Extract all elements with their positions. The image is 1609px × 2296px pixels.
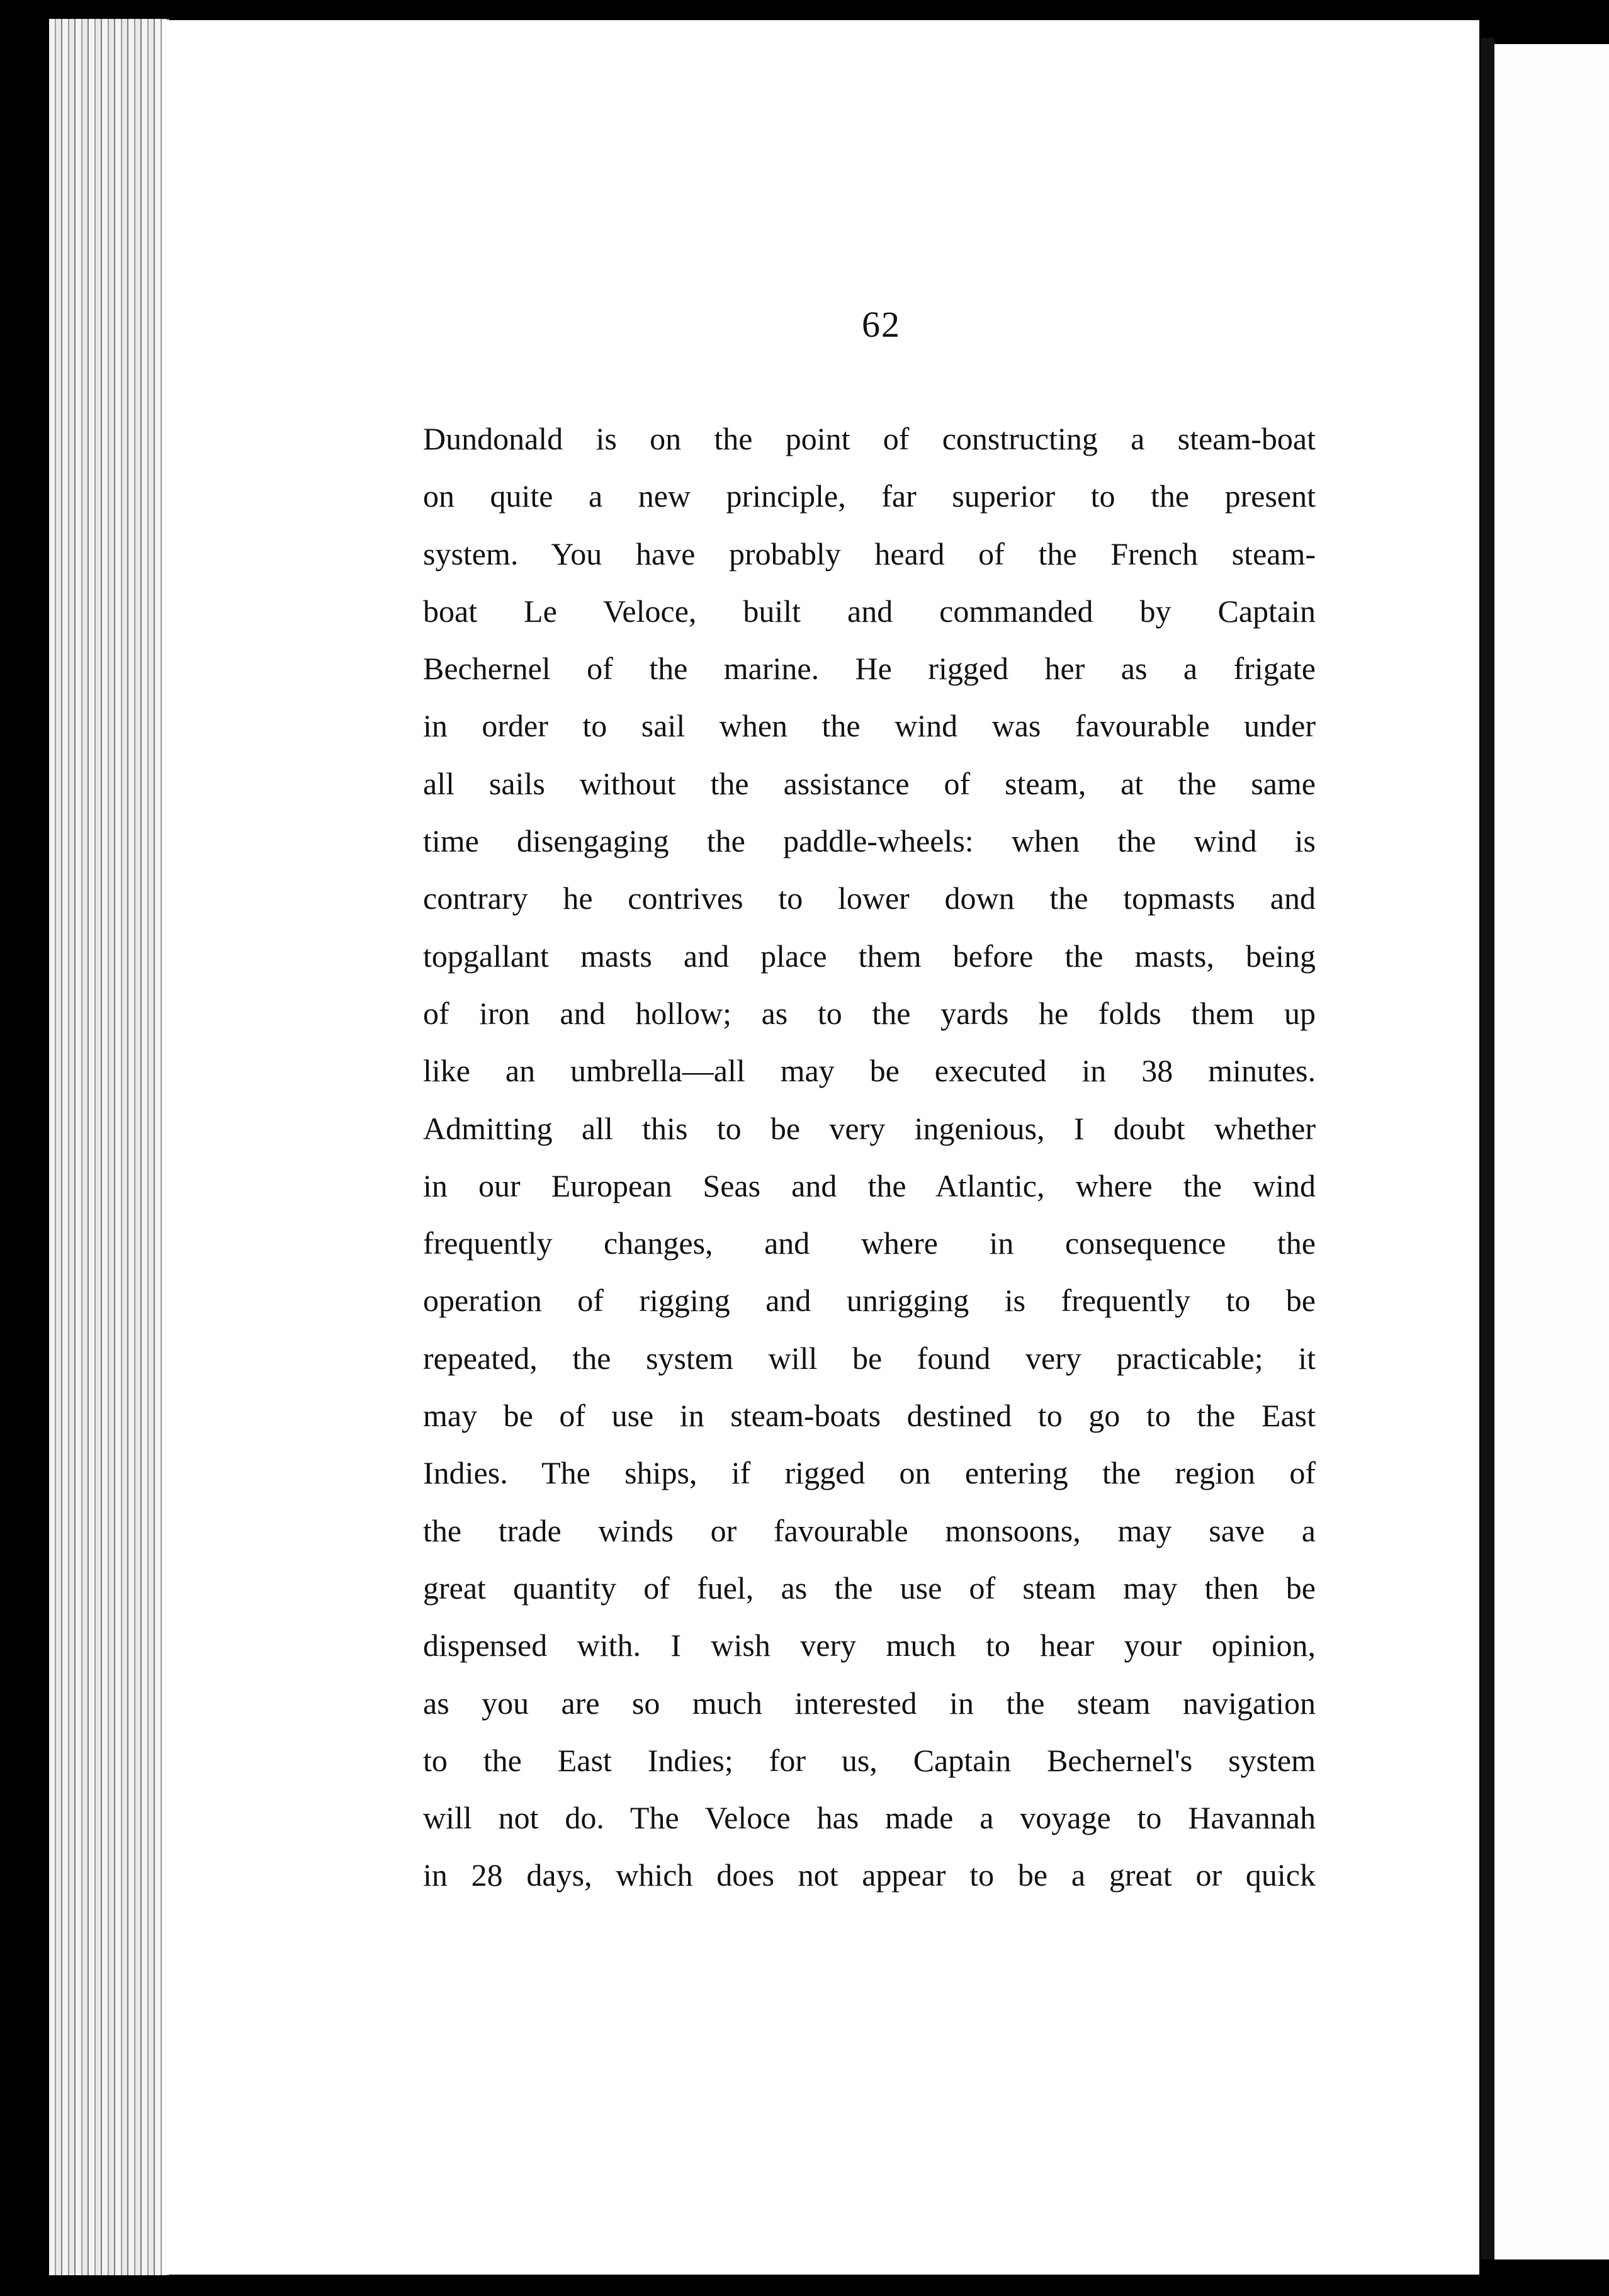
text-line: boat Le Veloce, built and commanded by Captain bbox=[423, 593, 1316, 629]
facing-page-strip bbox=[1494, 44, 1609, 2259]
text-line: the trade winds or favourable monsoons, may save a bbox=[423, 1512, 1316, 1548]
text-line: frequently changes, and where in consequence the bbox=[423, 1225, 1316, 1261]
text-line: like an umbrella—all may be executed in 38 minutes. bbox=[423, 1053, 1316, 1089]
text-line: all sails without the assistance of steam, at the same bbox=[423, 765, 1316, 801]
text-line: repeated, the system will be found very practicable; it bbox=[423, 1340, 1316, 1376]
text-line: dispensed with. I wish very much to hear your opinion, bbox=[423, 1628, 1316, 1663]
text-line: great quantity of fuel, as the use of steam may then be bbox=[423, 1570, 1316, 1606]
text-line: system. You have probably heard of the French steam- bbox=[423, 536, 1316, 571]
text-line: on quite a new principle, far superior to the present bbox=[423, 478, 1316, 514]
body-text bbox=[423, 410, 1316, 1905]
page-edges bbox=[49, 19, 169, 2275]
text-line: contrary he contrives to lower down the topmasts and bbox=[423, 881, 1316, 916]
text-line: of iron and hollow; as to the yards he folds them up bbox=[423, 995, 1316, 1031]
text-line: Indies. The ships, if rigged on entering the region of bbox=[423, 1455, 1316, 1491]
text-line: operation of rigging and unrigging is frequently to be bbox=[423, 1283, 1316, 1319]
page-number: 62 bbox=[862, 304, 901, 345]
text-line: topgallant masts and place them before the masts, being bbox=[423, 938, 1316, 974]
text-line: Dundonald is on the point of constructing a steam-boat bbox=[423, 421, 1316, 456]
text-line: time disengaging the paddle-wheels: when the wind is bbox=[423, 823, 1316, 859]
text-line: to the East Indies; for us, Captain Bechernel's system bbox=[423, 1742, 1316, 1778]
text-line: Admitting all this to be very ingenious, I doubt whether bbox=[423, 1110, 1316, 1146]
text-line: in order to sail when the wind was favourable under bbox=[423, 708, 1316, 744]
facing-page-edge bbox=[1481, 38, 1494, 2259]
text-line: as you are so much interested in the steam navigation bbox=[423, 1685, 1316, 1721]
text-line: Bechernel of the marine. He rigged her as a frigate bbox=[423, 651, 1316, 687]
text-line: may be of use in steam-boats destined to go to the East bbox=[423, 1398, 1316, 1434]
text-line: in 28 days, which does not appear to be a great or quick bbox=[423, 1857, 1316, 1893]
text-line: in our European Seas and the Atlantic, where the wind bbox=[423, 1168, 1316, 1203]
text-line: will not do. The Veloce has made a voyage to Havannah bbox=[423, 1800, 1316, 1836]
